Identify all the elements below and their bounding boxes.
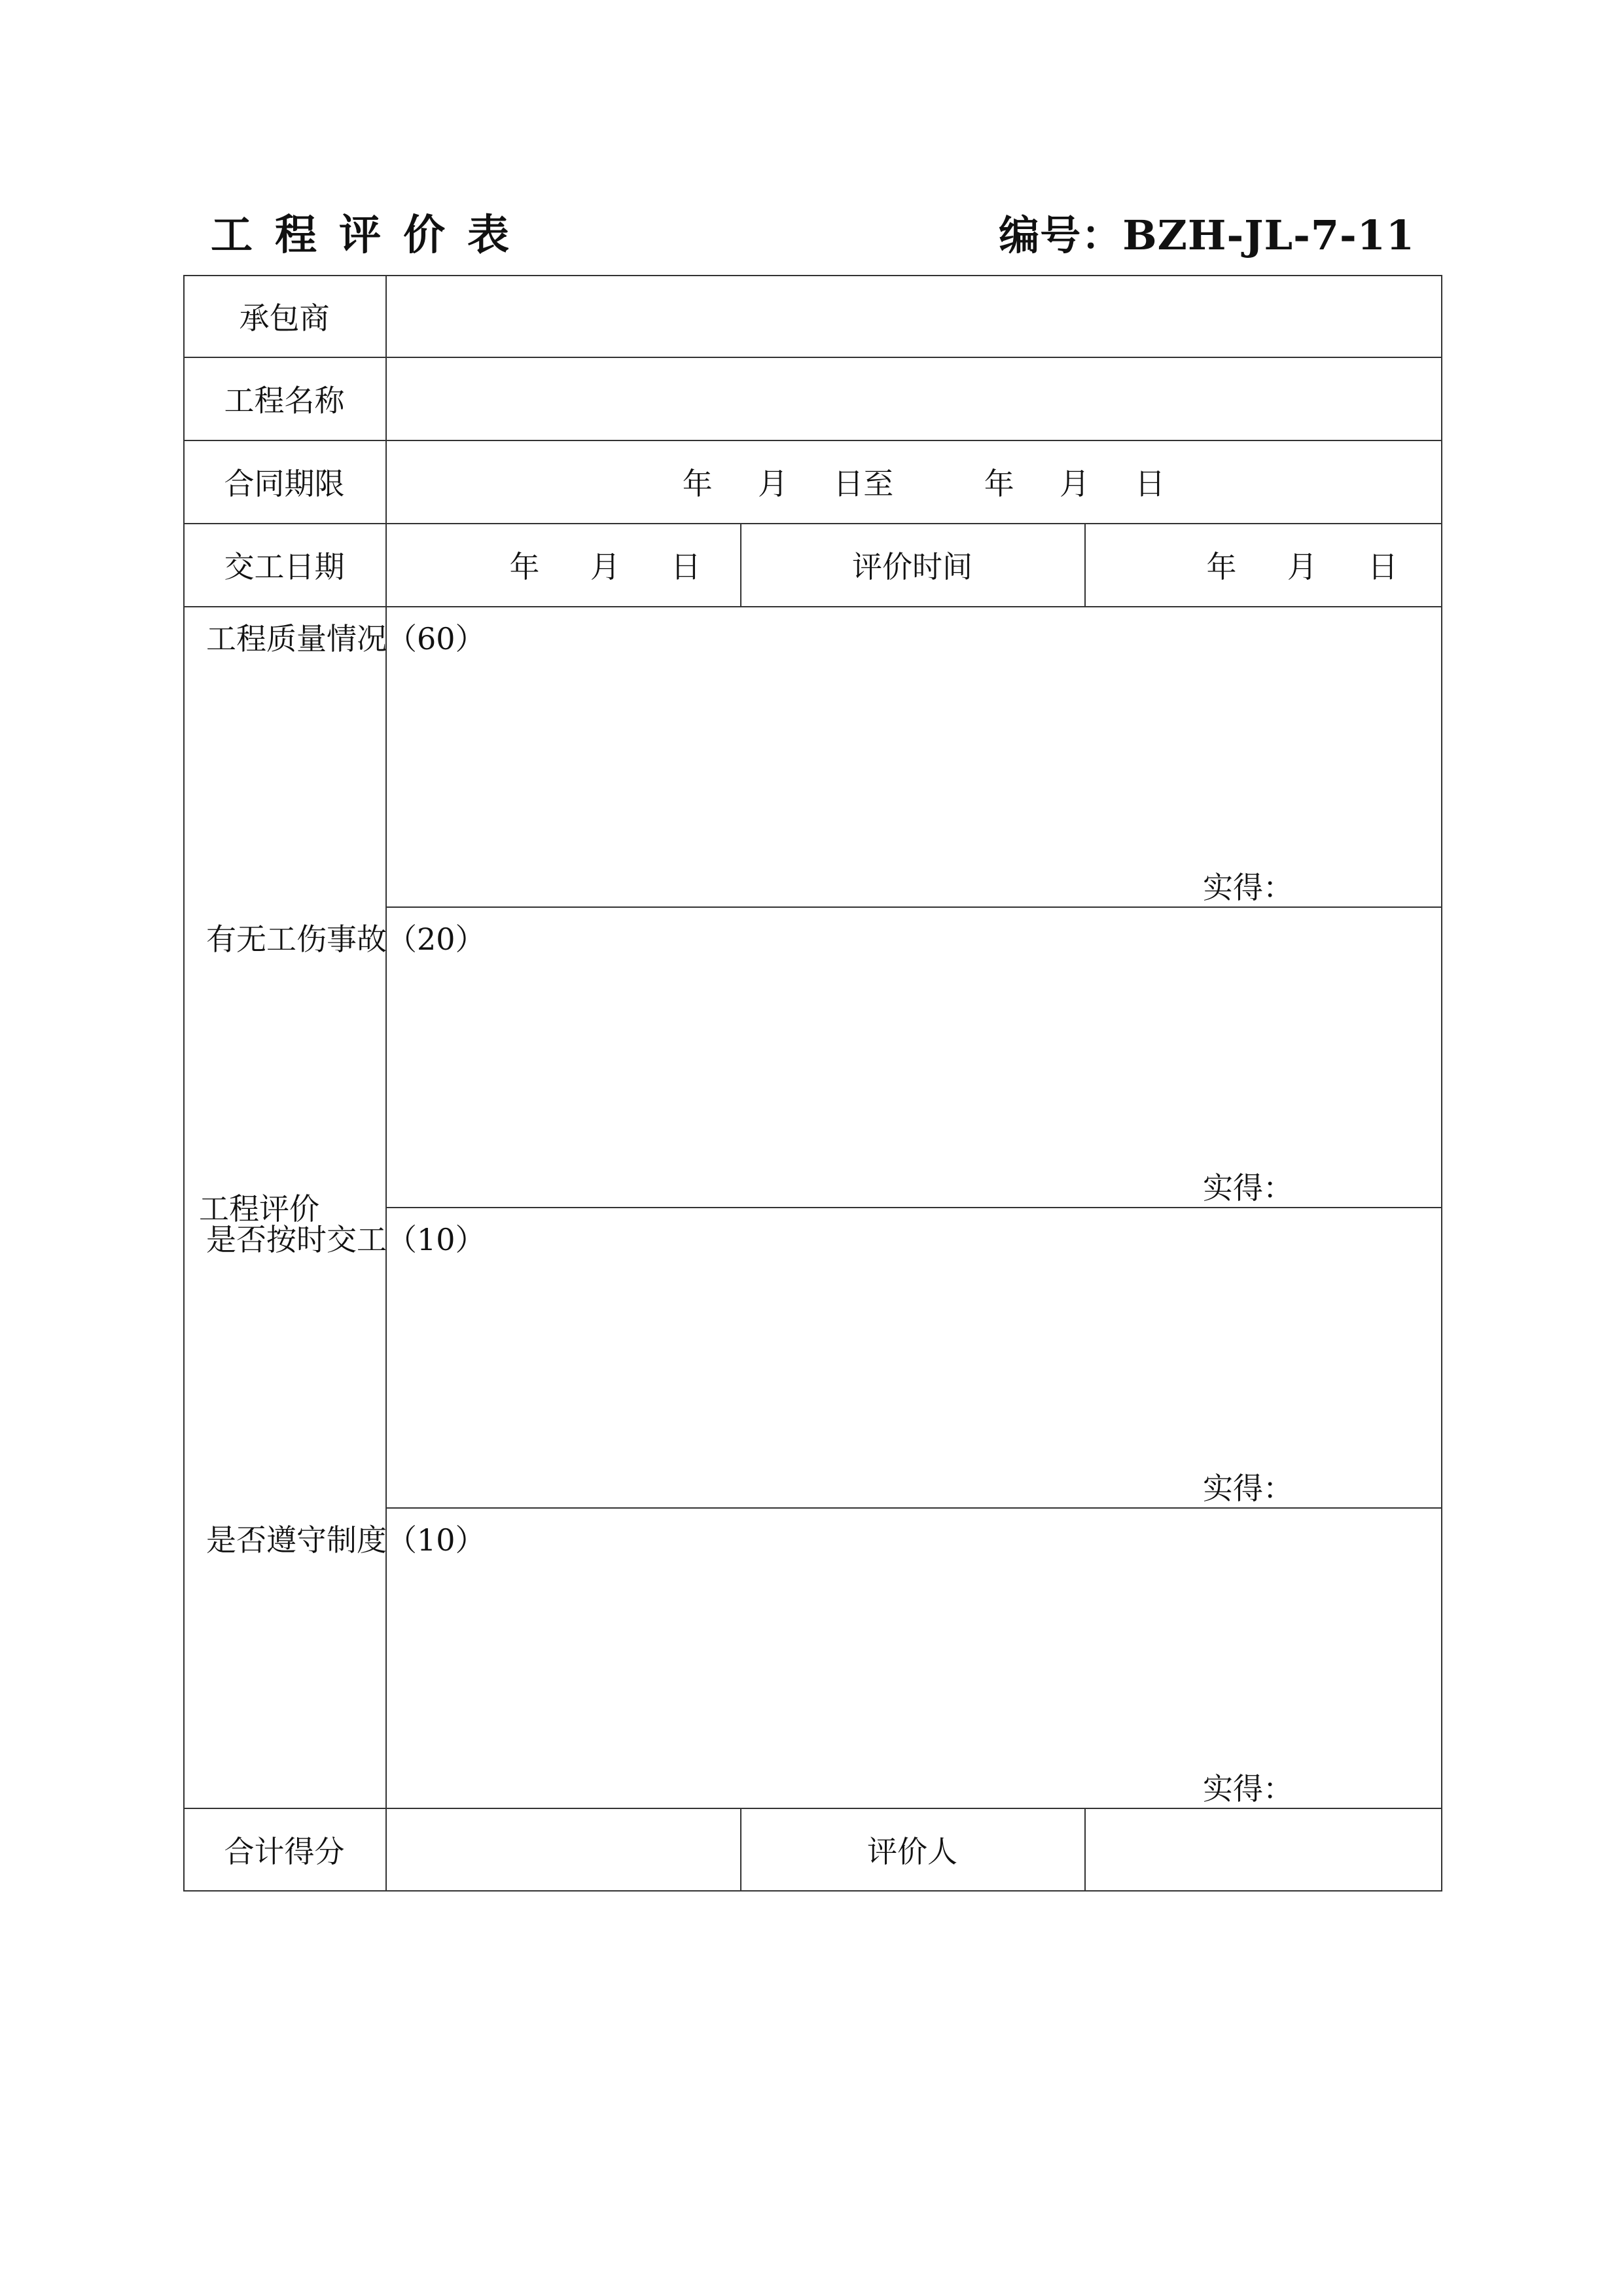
- section-title: 是否遵守制度（10）: [206, 1522, 486, 1558]
- contract-period-label: 合同期限: [224, 465, 345, 501]
- section-title: 有无工伤事故（20）: [206, 922, 486, 957]
- total-score-field[interactable]: [385, 1808, 740, 1892]
- contract-period-field[interactable]: 年 月 日至 年 月 日: [682, 465, 1166, 501]
- evaluation-label: 工程评价: [199, 1191, 319, 1227]
- score-label: 实得：: [1203, 1471, 1293, 1506]
- score-label: 实得：: [1203, 1771, 1293, 1806]
- section-title: 工程质量情况（60）: [206, 621, 486, 656]
- contractor-label: 承包商: [239, 300, 330, 336]
- contractor-field[interactable]: [385, 275, 1442, 357]
- page-title: 工程评价表: [211, 211, 531, 260]
- score-label: 实得：: [1203, 870, 1293, 905]
- project-name-label: 工程名称: [224, 382, 345, 418]
- evaluator-field[interactable]: [1084, 1808, 1442, 1892]
- project-name-field[interactable]: [385, 357, 1442, 440]
- score-label: 实得：: [1203, 1170, 1293, 1206]
- completion-date-field[interactable]: 年 月 日: [509, 548, 701, 584]
- evaluation-time-field[interactable]: 年 月 日: [1206, 548, 1398, 584]
- total-score-label: 合计得分: [224, 1834, 345, 1869]
- completion-date-label: 交工日期: [224, 548, 345, 584]
- evaluator-label: 评价人: [867, 1834, 957, 1869]
- evaluation-time-label: 评价时间: [852, 548, 972, 584]
- form-code: 编号：BZH-JL-7-11: [999, 211, 1415, 259]
- section-title: 是否按时交工（10）: [206, 1222, 486, 1257]
